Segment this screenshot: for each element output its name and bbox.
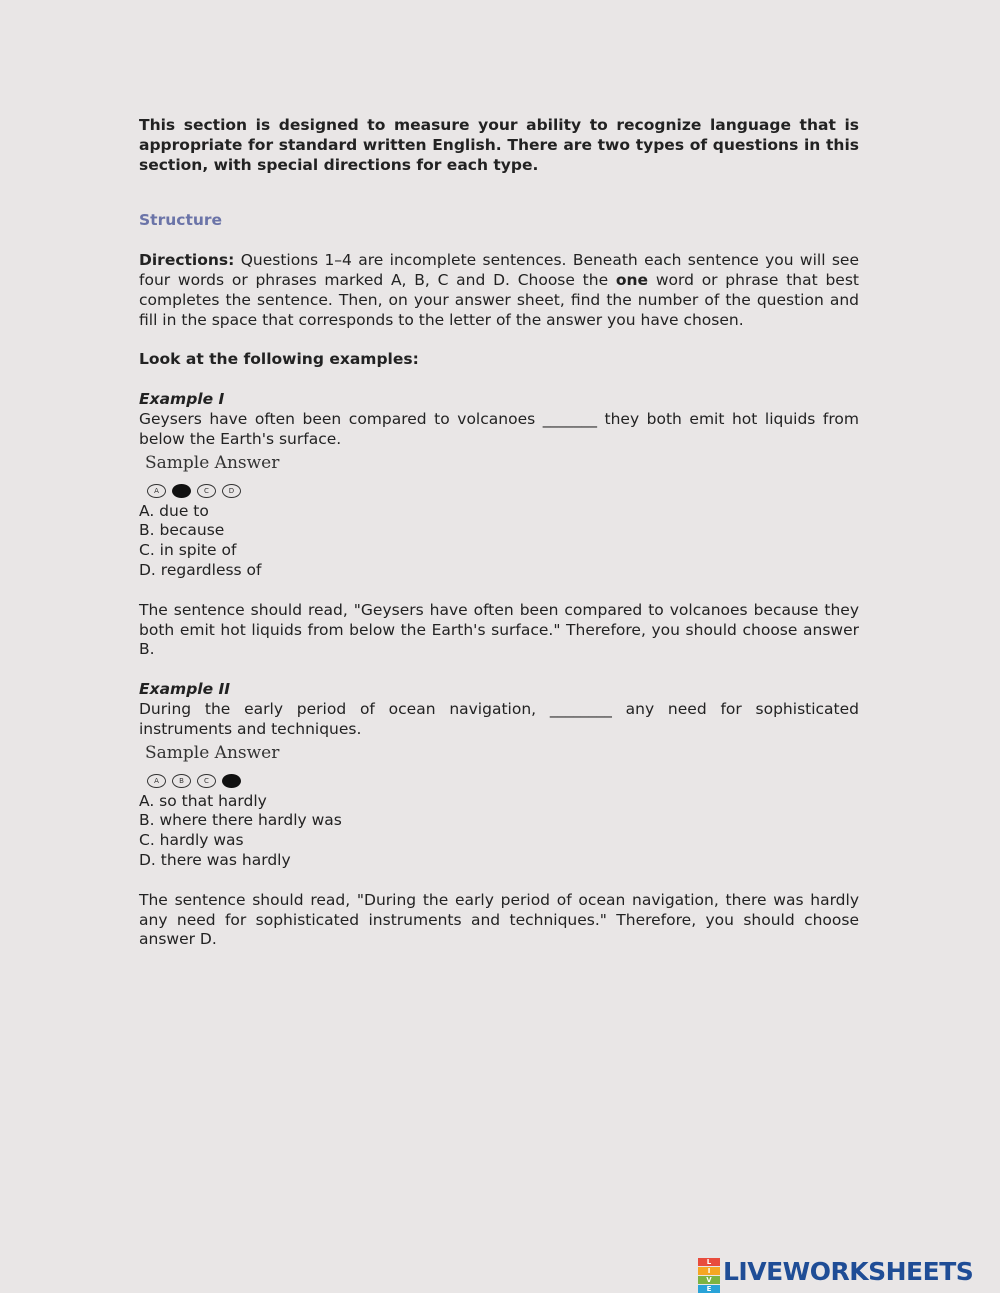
logo-mark-icon [698, 1258, 720, 1293]
answer-bubble-a: A [147, 774, 166, 788]
logo-mark-letter: V [698, 1276, 720, 1284]
example-sentence: During the early period of ocean navigation, ________ any need for sophisticated instruments and techniques. [139, 699, 859, 738]
worksheet-page [139, 116, 859, 950]
answer-bubbles [147, 772, 859, 790]
answer-option: C. in spite of [139, 541, 237, 560]
directions-label: Directions: [139, 251, 235, 270]
answer-option: A. so that hardly [139, 791, 267, 810]
answer-option: D. there was hardly [139, 850, 291, 869]
answer-option: B. where there hardly was [139, 811, 342, 830]
section-title: Structure [139, 211, 223, 230]
answer-bubble-b-filled: B [172, 484, 191, 498]
answer-option: C. hardly was [139, 831, 244, 850]
example-explanation: The sentence should read, "During the early period of ocean navigation, there was hardly any need for sophisticated instruments and techniques." Therefore, you should choose answer D. [139, 890, 859, 949]
logo-mark-letter: L [698, 1258, 720, 1266]
answer-bubble-d-filled: D [222, 774, 241, 788]
intro-paragraph: This section is designed to measure your ability to recognize language that is appropriate for standard written English. There are two types of questions in this section, with special directions for each type. [139, 116, 859, 174]
sample-answer-label: Sample Answer [145, 742, 280, 763]
answer-bubble-c: C [197, 774, 216, 788]
liveworksheets-logo [698, 1256, 974, 1293]
example-sentence: Geysers have often been compared to volcanoes _______ they both emit hot liquids from below the Earth's surface. [139, 409, 859, 448]
answer-option: D. regardless of [139, 560, 262, 579]
directions-text-after: word or phrase that best completes the sentence. Then, on your answer sheet, find the number of the question and fill in the space that corresponds to the letter of the answer you have chosen. [139, 270, 859, 329]
example-1 [139, 390, 859, 660]
answer-bubble-a: A [147, 484, 166, 498]
example-title: Example I [139, 390, 225, 409]
answer-option: B. because [139, 521, 225, 540]
logo-mark-letter: I [698, 1267, 720, 1275]
answer-bubble-c: C [197, 484, 216, 498]
example-title: Example II [139, 680, 231, 699]
look-at-heading: Look at the following examples: [139, 350, 419, 369]
logo-text: LIVEWORKSHEETS [723, 1256, 974, 1286]
logo-mark-letter: E [698, 1285, 720, 1293]
directions-paragraph [139, 251, 859, 330]
example-2 [139, 680, 859, 950]
answer-options [139, 792, 859, 871]
directions-emphasis: one [615, 270, 649, 289]
example-explanation: The sentence should read, "Geysers have often been compared to volcanoes because they both emit hot liquids from below the Earth's surface." Therefore, you should choose answer B. [139, 600, 859, 659]
answer-bubbles [147, 482, 859, 500]
answer-bubble-d: D [222, 484, 241, 498]
answer-bubble-b: B [172, 774, 191, 788]
answer-option: A. due to [139, 501, 209, 520]
directions-text-before: Questions 1–4 are incomplete sentences. Beneath each sentence you will see four words or phrases marked A, B, C and D. Choose the [139, 251, 859, 289]
sample-answer-label: Sample Answer [145, 452, 280, 473]
answer-options [139, 502, 859, 581]
